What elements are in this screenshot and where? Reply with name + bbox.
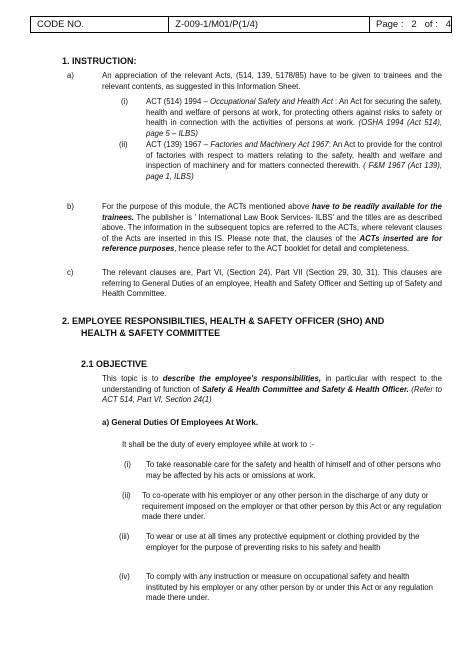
section-2-title-line2: HEALTH & SAFETY COMMITTEE (81, 328, 221, 338)
duty-label: (iv) (119, 572, 130, 581)
item-a-text: An appreciation of the relevant Acts, (514, 139, 5178/85) have to be given to trainees and the relevant contents, as suggested in this Information Sheet. (102, 71, 442, 91)
code-label: CODE NO. (31, 17, 169, 32)
header-table (30, 16, 452, 33)
duty-label: (i) (124, 460, 131, 469)
duty-label: (ii) (122, 491, 131, 500)
general-duties-intro: It shall be the duty of every employee while at work to :- (122, 440, 314, 449)
objective-title: 2.1 OBJECTIVE (81, 359, 148, 369)
item-ii-text: ACT (139) 1967 – Factories and Machinery Act 1967: An Act to provide for the control of factories with respect to matters relating to the safety, health and welfare and inspection of machinery and for matters connected therewith. ( F&M 1967 (Act 139), page 1, ILBS) (146, 140, 443, 181)
duty-text: To co-operate with his employer or any other person in the discharge of any duty or requirement imposed on the employer or that other person by this Act or any regulation made there under. (142, 491, 442, 521)
section-2-title-line1: 2. EMPLOYEE RESPONSIBILTIES, HEALTH & SAFETY OFFICER (SHO) AND (62, 316, 385, 326)
duty-text: To wear or use at all times any protective equipment or clothing provided by the employer for the purpose of preventing risks to his safety and health (146, 532, 420, 552)
page-number: Page : 2 of : 4 (376, 19, 451, 30)
item-ii-label: (ii) (119, 140, 128, 149)
objective-text: This topic is to describe the employee's responsibilities, in particular with respect to the understanding of function of Safety & Health Committee and Safety & Health Officer. (Refer to ACT 514, Part VI, Section 24(1) (102, 374, 442, 404)
item-i-text: ACT (514) 1994 – Occupational Safety and Health Act : An Act for securing the safety, health and welfare of persons at work, for protecting others against risks to safety or health in connection with the activities of persons at work. (OSHA 1994 (Act 514), page 5 – ILBS) (146, 97, 442, 138)
item-b-text: For the purpose of this module, the ACTs mentioned above have to be readily available for the trainees. The publisher is ' International Law Book Services- ILBS' and the titles are as described above. The information in the subsequent topics are referred to the ACTs, where relevant clauses of the Acts are inserted in this IS. Please note that, the clauses of the ACTs inserted are for reference purposes, hence please refer to the ACT booklet for detail and completeness. (102, 202, 443, 253)
duty-text: To take reasonable care for the safety and health of himself and of other persons who may be affected by his acts or omissions at work. (146, 460, 441, 480)
item-a-label: a) (67, 71, 74, 80)
duty-text: To comply with any instruction or measure on occupational safety and health instituted by his employer or any other person by or under this Act or any regulation made there under. (146, 572, 433, 602)
section-1-title: 1. INSTRUCTION: (62, 56, 137, 66)
item-i-label: (i) (121, 97, 128, 106)
item-c-label: c) (67, 268, 74, 277)
item-c-text: The relevant clauses are, Part VI, (Section 24), Part VII (Section 29, 30, 31). This clauses are referring to General Duties of an employee, Health and Safety Officer and Setting up of Safety and Health Committee. (102, 268, 442, 298)
general-duties-title: a) General Duties Of Employees At Work. (102, 418, 259, 427)
duty-label: (iii) (119, 532, 130, 541)
code-value: Z-009-1/M01/P(1/4) (169, 17, 370, 32)
item-b-label: b) (67, 202, 74, 211)
